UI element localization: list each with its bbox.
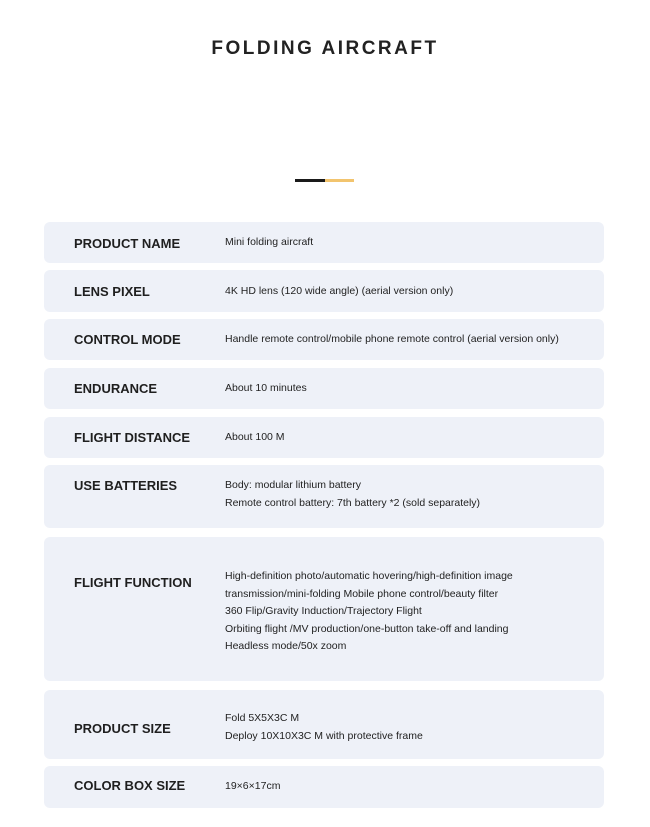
spec-row-use-batteries <box>44 465 604 528</box>
page-title: FOLDING AIRCRAFT <box>211 38 439 59</box>
spec-value <box>225 477 602 512</box>
spec-value-line: About 100 M <box>225 431 285 443</box>
spec-value <box>225 234 602 252</box>
spec-value <box>225 429 602 447</box>
spec-value-line: Remote control battery: 7th battery *2 (sold separately) <box>225 496 481 509</box>
spec-label: PRODUCT SIZE <box>74 721 171 736</box>
spec-row-control-mode <box>44 319 604 360</box>
spec-label: ENDURANCE <box>74 381 158 396</box>
spec-row-endurance <box>44 368 604 409</box>
spec-row-flight-function <box>44 537 604 681</box>
spec-value-line: 4K HD lens (120 wide angle) (aerial version only) <box>225 285 454 297</box>
spec-value-line: Mini folding aircraft <box>225 236 314 248</box>
spec-label: COLOR BOX SIZE <box>74 778 186 793</box>
spec-row-lens-pixel <box>44 270 604 312</box>
spec-label: FLIGHT DISTANCE <box>74 430 191 445</box>
spec-label: PRODUCT NAME <box>74 236 181 251</box>
spec-value-line: Orbiting flight /MV production/one-button take-off and landing <box>225 622 509 635</box>
spec-value <box>225 380 602 398</box>
spec-value-line: Fold 5X5X3C M <box>225 712 300 724</box>
spec-label: USE BATTERIES <box>74 478 178 493</box>
spec-value-line: Body: modular lithium battery <box>225 479 361 491</box>
spec-value <box>225 710 602 745</box>
spec-value <box>225 283 602 301</box>
spec-value <box>225 778 602 796</box>
spec-row-product-name <box>44 222 604 263</box>
spec-value-line: Handle remote control/mobile phone remote control (aerial version only) <box>225 333 559 345</box>
divider-dark-segment <box>295 179 325 182</box>
title-divider <box>295 179 354 182</box>
spec-value-line: transmission/mini-folding Mobile phone control/beauty filter <box>225 587 499 600</box>
spec-label: FLIGHT FUNCTION <box>74 575 192 590</box>
spec-value <box>225 331 602 349</box>
spec-row-product-size <box>44 690 604 759</box>
spec-value-line: About 10 minutes <box>225 382 307 394</box>
spec-value-line: 360 Flip/Gravity Induction/Trajectory Flight <box>225 605 422 617</box>
spec-value-line: Deploy 10X10X3C M with protective frame <box>225 729 423 742</box>
spec-value-line: High-definition photo/automatic hovering/high-definition image <box>225 570 513 582</box>
spec-row-flight-distance <box>44 417 604 458</box>
divider-accent-segment <box>325 179 354 182</box>
spec-label: CONTROL MODE <box>74 332 181 347</box>
spec-value <box>225 568 602 656</box>
spec-value-line: 19×6×17cm <box>225 780 281 792</box>
spec-value-line: Headless mode/50x zoom <box>225 640 347 652</box>
spec-row-color-box-size <box>44 766 604 808</box>
spec-label: LENS PIXEL <box>74 284 150 299</box>
